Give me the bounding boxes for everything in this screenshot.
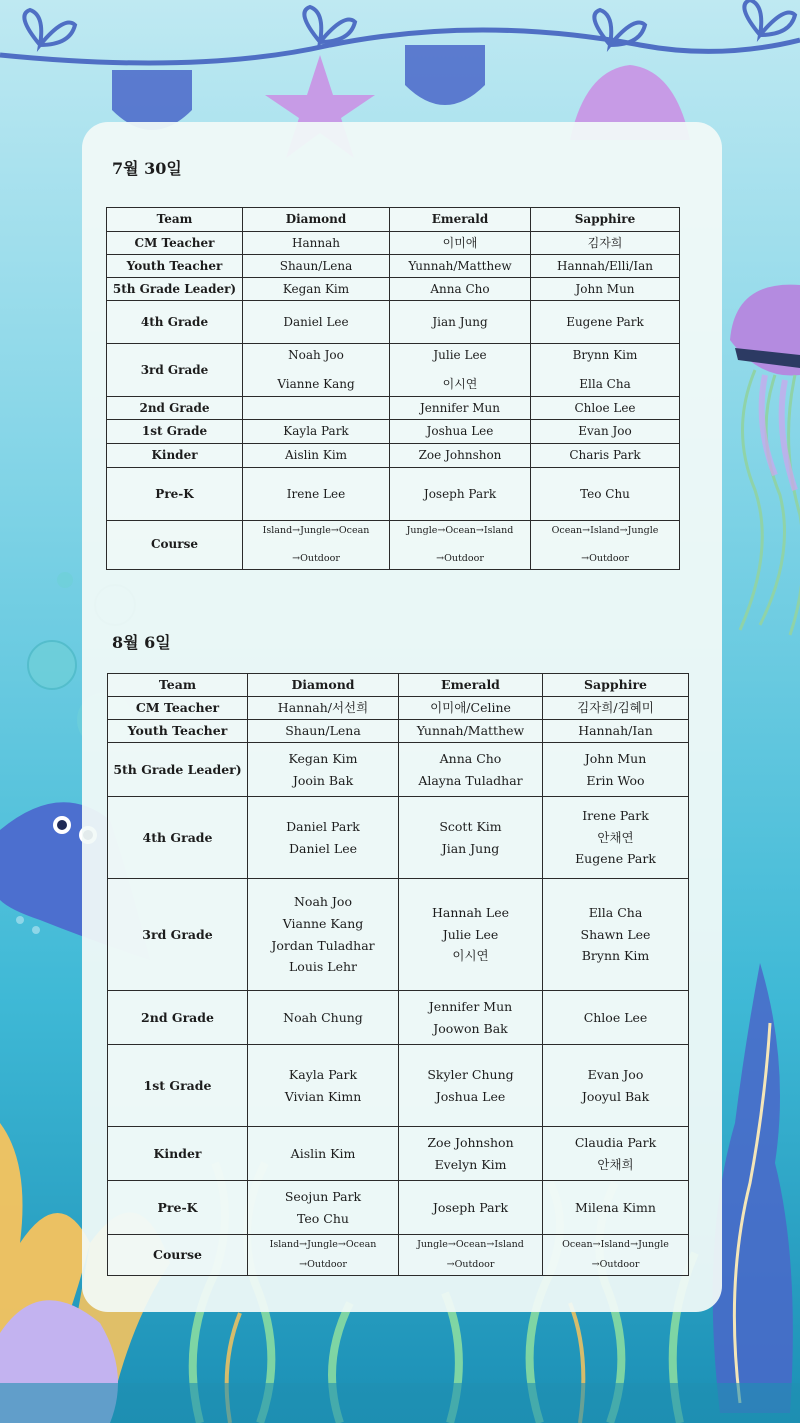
- row-label: 1st Grade: [107, 420, 243, 444]
- table-row: [108, 720, 689, 743]
- cell-line: Kegan Kim: [282, 281, 350, 296]
- cell-line: Claudia Park: [574, 1134, 657, 1150]
- table-row: [108, 797, 689, 879]
- cell-line: 안채연: [597, 829, 634, 845]
- cell-line: Erin Woo: [586, 772, 645, 788]
- cell-line: Teo Chu: [580, 486, 630, 501]
- cell-line: Noah Joo: [293, 893, 352, 909]
- table-cell: [531, 397, 680, 420]
- table-cell: [399, 697, 543, 720]
- cell-line: Jordan Tuladhar: [271, 937, 375, 953]
- row-label: 3rd Grade: [107, 344, 243, 397]
- cell-line: Vianne Kang: [282, 915, 364, 931]
- row-label: 4th Grade: [107, 301, 243, 344]
- table-row: [108, 1127, 689, 1181]
- table-cell: [543, 720, 689, 743]
- table-cell: [243, 420, 390, 444]
- cell-line: →Outdoor: [292, 552, 340, 564]
- table-cell: [543, 1127, 689, 1181]
- table-cell: [399, 1045, 543, 1127]
- cell-line: Joshua Lee: [426, 424, 494, 438]
- table-cell: [531, 420, 680, 444]
- row-label: 2nd Grade: [108, 991, 248, 1045]
- table-cell: [531, 255, 680, 278]
- table-cell: [399, 1127, 543, 1181]
- table-cell: [399, 879, 543, 991]
- table-cell: [531, 444, 680, 468]
- row-label: Course: [108, 1235, 248, 1276]
- table-cell: [543, 1181, 689, 1235]
- cell-line: Evan Joo: [578, 424, 632, 438]
- cell-line: Aislin Kim: [284, 448, 348, 462]
- cell-line: Shaun/Lena: [285, 723, 361, 739]
- row-label: 4th Grade: [108, 797, 248, 879]
- table-row: [108, 743, 689, 797]
- cell-line: →Outdoor: [581, 552, 629, 564]
- column-header: Diamond: [243, 208, 390, 232]
- schedule-table-1: [106, 207, 680, 570]
- cell-line: Joseph Park: [432, 1199, 509, 1215]
- table-row: [107, 468, 680, 521]
- cell-line: Evelyn Kim: [434, 1156, 507, 1172]
- table-row: [107, 444, 680, 468]
- cell-line: →Outdoor: [591, 1258, 640, 1270]
- table-row: [108, 1235, 689, 1276]
- table-cell: [543, 1235, 689, 1276]
- cell-line: Aislin Kim: [290, 1145, 356, 1161]
- cell-line: Daniel Lee: [283, 314, 349, 329]
- table-cell: [390, 344, 531, 397]
- cell-line: Chloe Lee: [574, 400, 636, 415]
- cell-line: Hannah Lee: [431, 904, 510, 920]
- row-label: 5th Grade Leader): [107, 278, 243, 301]
- table-cell: [248, 879, 399, 991]
- cell-line: 이미애/Celine: [430, 700, 511, 716]
- cell-line: Ocean→Island→Jungle: [562, 1239, 669, 1250]
- table-cell: [543, 743, 689, 797]
- table-cell: [399, 743, 543, 797]
- table-cell: [390, 397, 531, 420]
- table-cell: [248, 991, 399, 1045]
- row-label: 3rd Grade: [108, 879, 248, 991]
- cell-line: Anna Cho: [439, 750, 502, 766]
- row-label: Pre-K: [108, 1181, 248, 1235]
- cell-line: Joshua Lee: [435, 1088, 506, 1104]
- table-cell: [399, 991, 543, 1045]
- table-cell: [248, 1235, 399, 1276]
- column-header: Sapphire: [543, 674, 689, 697]
- cell-line: →Outdoor: [446, 1258, 495, 1270]
- cell-line: Evan Joo: [587, 1066, 644, 1082]
- cell-line: Alayna Tuladhar: [418, 772, 523, 788]
- table-cell: [390, 468, 531, 521]
- cell-line: Scott Kim: [439, 818, 502, 834]
- row-label: 1st Grade: [108, 1045, 248, 1127]
- cell-line: Daniel Lee: [289, 840, 357, 856]
- cell-line: Eugene Park: [566, 314, 644, 329]
- cell-line: Milena Kimn: [575, 1199, 656, 1215]
- cell-line: Charis Park: [569, 448, 641, 462]
- column-header: Emerald: [390, 208, 531, 232]
- table-cell: [399, 1235, 543, 1276]
- cell-line: Joseph Park: [423, 486, 497, 501]
- cell-line: Eugene Park: [575, 851, 656, 867]
- column-header: Diamond: [248, 674, 399, 697]
- table-cell: [531, 521, 680, 570]
- cell-line: Julie Lee: [433, 348, 487, 362]
- cell-line: Hannah/서선희: [277, 700, 369, 716]
- cell-line: Kegan Kim: [288, 750, 358, 766]
- cell-line: →Outdoor: [299, 1258, 347, 1270]
- table-row: [107, 278, 680, 301]
- cell-line: Joowon Bak: [433, 1020, 508, 1036]
- row-label: Youth Teacher: [107, 255, 243, 278]
- section-date-1: 7월 30일: [112, 159, 182, 178]
- row-label: CM Teacher: [107, 232, 243, 255]
- table-cell: [531, 344, 680, 397]
- table-cell: [390, 278, 531, 301]
- table-cell: [243, 444, 390, 468]
- table-cell: [243, 278, 390, 301]
- row-label: Kinder: [107, 444, 243, 468]
- cell-line: Teo Chu: [297, 1210, 349, 1226]
- cell-line: Irene Park: [582, 807, 649, 823]
- cell-line: →Outdoor: [436, 552, 484, 564]
- column-header: Sapphire: [531, 208, 680, 232]
- cell-line: Hannah/Ian: [578, 723, 653, 739]
- table-cell: [248, 743, 399, 797]
- row-label: Pre-K: [107, 468, 243, 521]
- header-row: [108, 674, 689, 697]
- table-cell: [248, 1045, 399, 1127]
- table-cell: [531, 278, 680, 301]
- cell-line: Jungle→Ocean→Island: [417, 1239, 524, 1250]
- table-cell: [243, 344, 390, 397]
- row-label: CM Teacher: [108, 697, 248, 720]
- table-cell: [531, 301, 680, 344]
- cell-line: 안채희: [597, 1156, 634, 1172]
- cell-line: Vianne Kang: [277, 377, 355, 391]
- table-cell: [543, 879, 689, 991]
- cell-line: Louis Lehr: [289, 959, 357, 975]
- cell-line: Anna Cho: [430, 281, 490, 296]
- table-row: [107, 255, 680, 278]
- row-label: 2nd Grade: [107, 397, 243, 420]
- cell-line: 이시연: [442, 377, 478, 391]
- section-date-2: 8월 6일: [112, 633, 171, 652]
- row-label: Course: [107, 521, 243, 570]
- cell-line: Jennifer Mun: [428, 998, 513, 1014]
- cell-line: Seojun Park: [284, 1188, 362, 1204]
- cell-line: Daniel Park: [286, 818, 360, 834]
- table-row: [108, 879, 689, 991]
- table-cell: [243, 397, 390, 420]
- cell-line: Shaun/Lena: [279, 258, 353, 273]
- column-header: Team: [108, 674, 248, 697]
- table-row: [107, 397, 680, 420]
- cell-line: Zoe Johnshon: [418, 448, 502, 462]
- cell-line: Noah Joo: [288, 348, 344, 362]
- cell-line: Noah Chung: [283, 1009, 363, 1025]
- cell-line: John Mun: [584, 750, 647, 766]
- table-row: [107, 344, 680, 397]
- table-cell: [390, 420, 531, 444]
- table-cell: [390, 255, 531, 278]
- cell-line: Island→Jungle→Ocean: [269, 1239, 377, 1250]
- table-cell: [399, 797, 543, 879]
- table-cell: [243, 468, 390, 521]
- cell-line: Yunnah/Matthew: [408, 258, 512, 273]
- table-cell: [243, 255, 390, 278]
- table-cell: [399, 1181, 543, 1235]
- table-row: [107, 232, 680, 255]
- cell-line: Jian Jung: [432, 314, 488, 329]
- table-cell: [543, 797, 689, 879]
- cell-line: Ocean→Island→Jungle: [551, 525, 659, 536]
- table-cell: [248, 1181, 399, 1235]
- flag-blue: [112, 70, 192, 130]
- schedule-table-2: [107, 673, 689, 1276]
- cell-line: Hannah/Elli/Ian: [557, 258, 653, 273]
- table-cell: [248, 720, 399, 743]
- table-cell: [543, 1045, 689, 1127]
- cell-line: Zoe Johnshon: [427, 1134, 514, 1150]
- table-cell: [248, 797, 399, 879]
- table-cell: [543, 697, 689, 720]
- cell-line: Skyler Chung: [427, 1066, 514, 1082]
- table-row: [108, 697, 689, 720]
- cell-line: Kayla Park: [288, 1066, 358, 1082]
- table-row: [107, 420, 680, 444]
- cell-line: Jooin Bak: [292, 772, 354, 788]
- table-cell: [531, 232, 680, 255]
- table-cell: [399, 720, 543, 743]
- cell-line: Chloe Lee: [583, 1009, 648, 1025]
- table-row: [108, 991, 689, 1045]
- cell-line: Brynn Kim: [572, 348, 638, 362]
- cell-line: Jennifer Mun: [419, 400, 501, 415]
- cell-line: Ella Cha: [579, 377, 631, 391]
- table-cell: [390, 232, 531, 255]
- table-cell: [543, 991, 689, 1045]
- table-cell: [243, 301, 390, 344]
- cell-line: John Mun: [575, 281, 635, 296]
- cell-line: 김자희: [587, 235, 623, 250]
- row-label: Youth Teacher: [108, 720, 248, 743]
- cell-line: 김자희/김혜미: [577, 700, 654, 716]
- cell-line: Yunnah/Matthew: [416, 723, 525, 739]
- cell-line: Hannah: [292, 235, 340, 250]
- table-cell: [248, 1127, 399, 1181]
- cell-line: Jungle→Ocean→Island: [406, 525, 514, 536]
- table-cell: [248, 697, 399, 720]
- table-cell: [390, 521, 531, 570]
- column-header: Emerald: [399, 674, 543, 697]
- cell-line: 이미애: [442, 235, 478, 250]
- row-label: Kinder: [108, 1127, 248, 1181]
- table-row: [107, 521, 680, 570]
- cell-line: Irene Lee: [286, 486, 346, 501]
- cell-line: Vivian Kimn: [284, 1088, 362, 1104]
- table-cell: [243, 521, 390, 570]
- flag-blue-2: [405, 45, 485, 105]
- table-cell: [390, 301, 531, 344]
- cell-line: Jooyul Bak: [581, 1088, 650, 1104]
- cell-line: Island→Jungle→Ocean: [262, 525, 370, 536]
- table-row: [108, 1045, 689, 1127]
- column-header: Team: [107, 208, 243, 232]
- cell-line: Julie Lee: [442, 926, 499, 942]
- table-row: [107, 301, 680, 344]
- cell-line: Jian Jung: [441, 840, 500, 856]
- cell-line: Shawn Lee: [580, 926, 651, 942]
- cell-line: Ella Cha: [588, 904, 643, 920]
- table-cell: [390, 444, 531, 468]
- table-row: [108, 1181, 689, 1235]
- table-cell: [531, 468, 680, 521]
- header-row: [107, 208, 680, 232]
- row-label: 5th Grade Leader): [108, 743, 248, 797]
- cell-line: Brynn Kim: [581, 948, 650, 964]
- cell-line: Kayla Park: [283, 424, 349, 438]
- cell-line: 이시연: [452, 948, 489, 964]
- table-cell: [243, 232, 390, 255]
